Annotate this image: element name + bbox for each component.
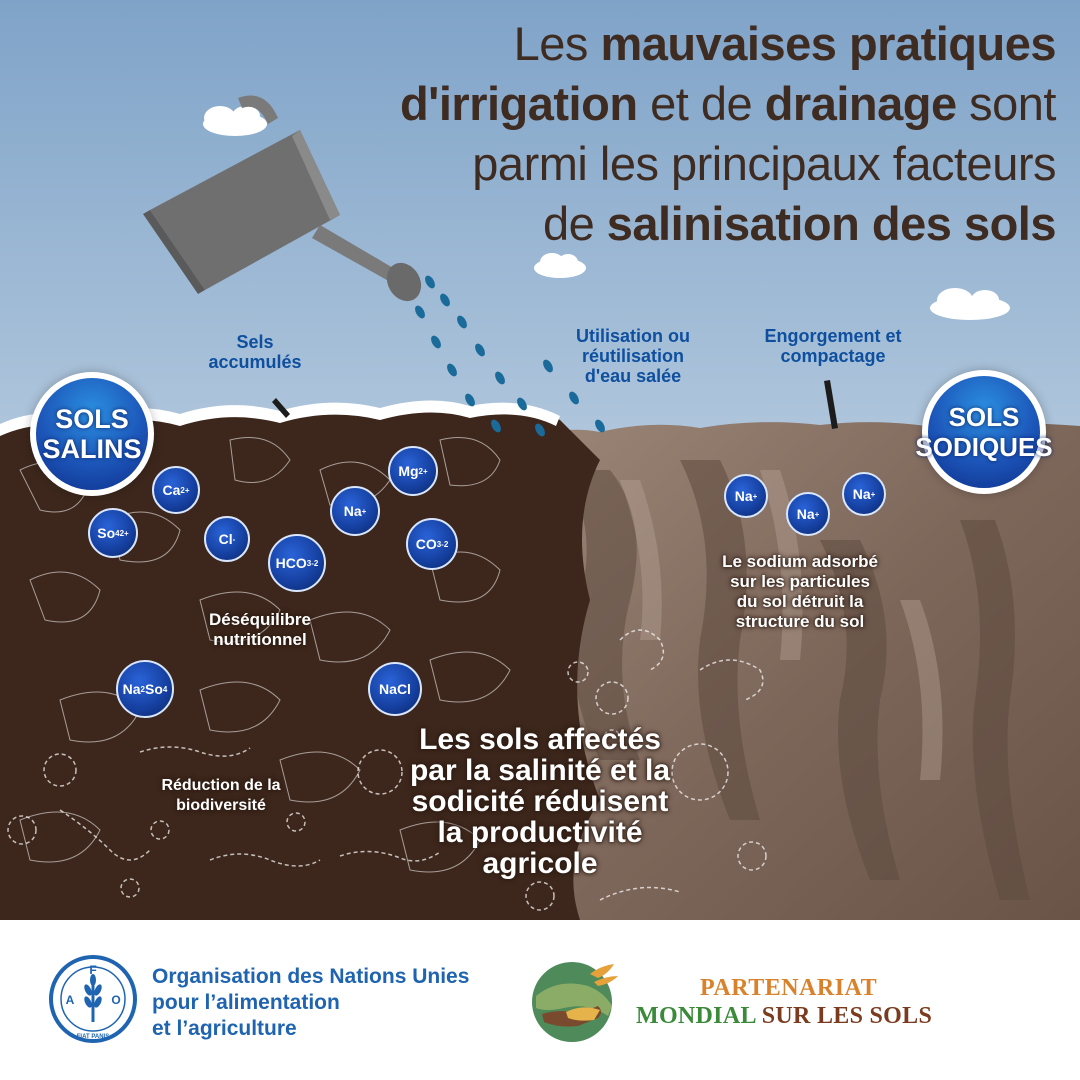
ion-na <box>330 486 380 536</box>
ion-subscript: 4 <box>162 684 168 694</box>
badge-sols-sodiques: SOLS SODIQUES <box>922 370 1046 494</box>
ion-charge: + <box>361 506 367 516</box>
ion-symbol: Ca <box>162 482 181 498</box>
fao-letter-f: F <box>89 963 97 977</box>
ion-hco3 <box>268 534 326 592</box>
ion-symbol: Cl <box>218 531 233 547</box>
ion-charge: + <box>870 489 876 499</box>
ion-ca <box>152 466 200 514</box>
gsp-name-sur-les-sols: SUR LES SOLS <box>755 1003 933 1029</box>
ion-symbol: Na <box>734 488 753 504</box>
gsp-logo <box>528 956 620 1046</box>
headline-text: et de <box>637 77 765 130</box>
headline-line-2 <box>296 74 1056 134</box>
ion-na-sodic-3 <box>842 472 886 516</box>
fao-letter-o: O <box>111 993 121 1007</box>
ion-subscript: 4 <box>115 528 120 538</box>
ion-subscript: 2 <box>140 684 145 694</box>
ion-symbol: Na <box>852 486 871 502</box>
ion-symbol: So <box>97 525 116 541</box>
ion-symbol: CO <box>415 536 437 552</box>
ion-mg <box>388 446 438 496</box>
label-productivite: Les sols affectés par la salinité et la sodicité réduisent la productivité agricole <box>409 723 671 880</box>
label-engorgement: Engorgement et compactage <box>764 326 902 366</box>
ion-charge: -2 <box>441 539 449 549</box>
ion-na2so4 <box>116 660 174 718</box>
ion-symbol: HCO <box>275 555 307 571</box>
gsp-name-line-1: PARTENARIAT <box>700 975 878 1001</box>
ion-nacl <box>368 662 422 716</box>
ion-symbol: Mg <box>398 463 419 479</box>
headline-emphasis: drainage <box>764 77 957 130</box>
headline-line-1 <box>296 14 1056 74</box>
ion-na-sodic-1 <box>724 474 768 518</box>
ion-charge: + <box>752 491 758 501</box>
ion-subscript: 3 <box>436 539 442 549</box>
ion-charge: + <box>814 509 820 519</box>
ion-charge: -2 <box>311 558 319 568</box>
cloud-left <box>203 106 267 136</box>
fao-organization-name: Organisation des Nations Unies pour l’alimentation et l’agriculture <box>152 965 470 1040</box>
ion-subscript: 3 <box>306 558 312 568</box>
ion-charge: 2+ <box>119 528 129 538</box>
label-desequilibre: Déséquilibre nutritionnel <box>208 610 312 649</box>
label-sodium: Le sodium adsorbé sur les particules du sol détruit la structure du sol <box>722 552 878 631</box>
headline-emphasis: salinisation des sols <box>606 197 1056 250</box>
label-sels-accumules: Sels accumulés <box>208 332 302 372</box>
label-biodiversite: Réduction de la biodiversité <box>161 777 281 814</box>
headline-text: sont <box>956 77 1056 130</box>
ion-symbol: NaCl <box>379 681 411 697</box>
ion-symbol: Na <box>796 506 815 522</box>
ion-so4 <box>88 508 138 558</box>
ion-symbol: Na <box>343 503 362 519</box>
ion-symbol: Na <box>122 681 141 697</box>
ion-charge: 2+ <box>180 485 190 495</box>
ion-na-sodic-2 <box>786 492 830 536</box>
headline-line-3: parmi les principaux facteurs <box>472 137 1056 190</box>
headline-line-4 <box>296 194 1056 254</box>
ion-symbol: So <box>145 681 163 697</box>
headline-text: de <box>542 197 607 250</box>
ion-cl <box>204 516 250 562</box>
ion-charge: 2+ <box>418 466 428 476</box>
headline-text: Les <box>513 17 601 70</box>
gsp-name-line-2 <box>636 1003 932 1030</box>
label-eau-salee: Utilisation ou réutilisation d'eau salée <box>576 326 690 386</box>
headline-emphasis: mauvaises pratiques <box>600 17 1056 70</box>
fao-motto: FIAT PANIS <box>76 1034 110 1040</box>
headline <box>296 14 1056 254</box>
headline-emphasis: d'irrigation <box>399 77 638 130</box>
badge-sols-salins: SOLS SALINS <box>30 372 154 496</box>
ion-co3 <box>406 518 458 570</box>
fao-logo <box>48 954 138 1044</box>
fao-letter-a: A <box>65 993 75 1007</box>
wheat-icon <box>83 974 104 1022</box>
ion-charge: - <box>232 534 236 544</box>
gsp-name-mondial: MONDIAL <box>636 1003 756 1029</box>
